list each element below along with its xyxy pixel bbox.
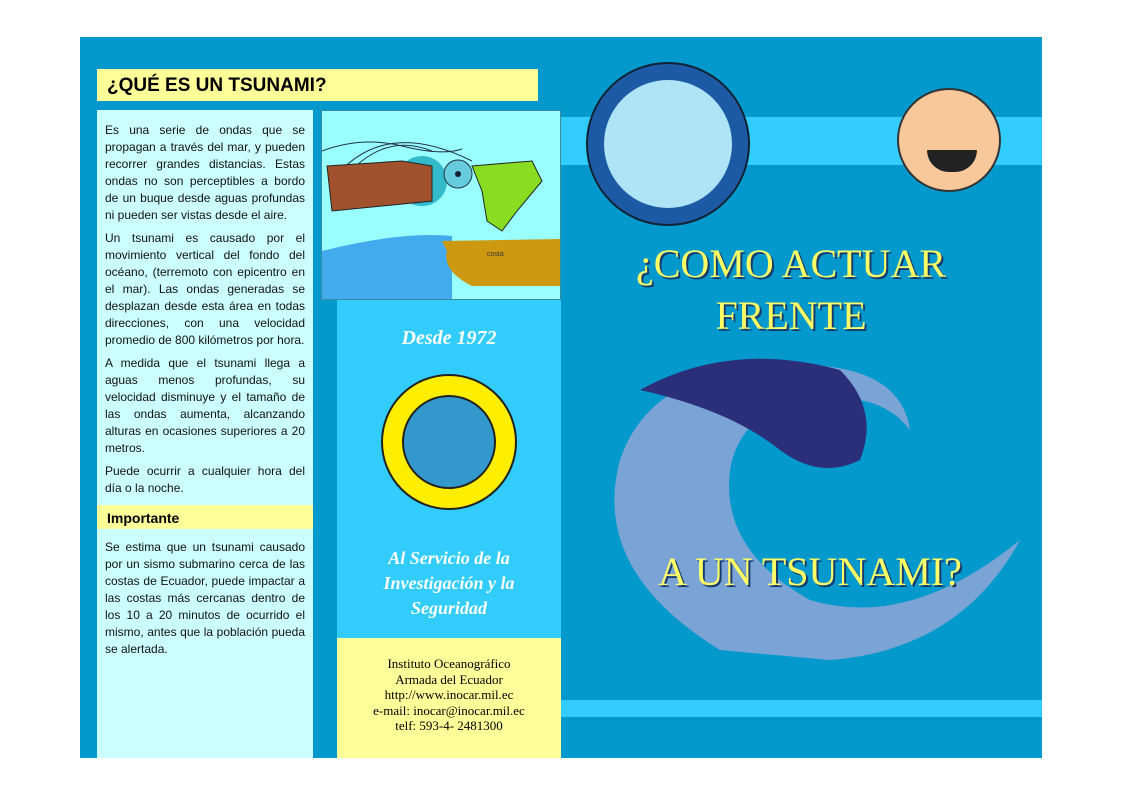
cover-title-line1: ¿COMO ACTUAR [635, 241, 947, 286]
paragraph: Puede ocurrir a cualquier hora del día o la noche. [105, 464, 305, 495]
website-link[interactable]: http://www.inocar.mil.ec [384, 687, 514, 702]
cartoon-face [897, 88, 1001, 192]
costa-label: costa [487, 251, 504, 258]
inocar-seal-logo [381, 374, 517, 510]
tsunami-illustration [321, 110, 561, 300]
since-text: Desde 1972 [401, 327, 497, 349]
wave-graphic [580, 350, 1030, 670]
text-column [97, 110, 313, 758]
tagline: Al Servicio de la Investigación y la Seguridad [383, 548, 515, 618]
paragraph: Es una serie de ondas que se propagan a través del mar, y pueden recorrer grandes distancias. Estas ondas no son perceptibles a bordo de un buque desde aguas profundas ni pueden ser vistas desde el aire. [105, 123, 305, 222]
middle-panel [337, 300, 561, 638]
important-text: Se estima que un tsunami causado por un sismo submarino cerca de las costas de Ecuador, puede impactar a las costas más cercanas dentro de los 10 a 20 minutos de ocurrido el mismo, antes que la población pueda se alertada. [105, 540, 305, 656]
section-heading: ¿QUÉ ES UN TSUNAMI? [97, 69, 538, 101]
contact-line: Instituto Oceanográfico [387, 656, 511, 671]
paragraph: Un tsunami es causado por el movimiento vertical del fondo del océano, (terremoto con epicentro en el mar). Las ondas generadas se desplazan desde esta área en todas direcciones, con una velocidad promedio de 800 kilómetros por hora. [105, 231, 305, 347]
decorative-stripe [561, 700, 1042, 717]
cover-title-line3: A UN TSUNAMI? [658, 549, 962, 594]
armada-logo [586, 62, 750, 226]
contact-box [337, 638, 561, 758]
cover-title-line2: FRENTE [715, 293, 867, 338]
phone-text: telf: 593-4- 2481300 [395, 718, 503, 733]
email-link[interactable]: e-mail: inocar@inocar.mil.ec [373, 702, 525, 718]
important-heading: Importante [97, 505, 313, 529]
paragraph: A medida que el tsunami llega a aguas menos profundas, su velocidad disminuye y el tamaño de las ondas aumenta, alcanzando alturas en ocasiones superiores a 20 metros. [105, 356, 305, 455]
contact-line: Armada del Ecuador [395, 671, 503, 687]
